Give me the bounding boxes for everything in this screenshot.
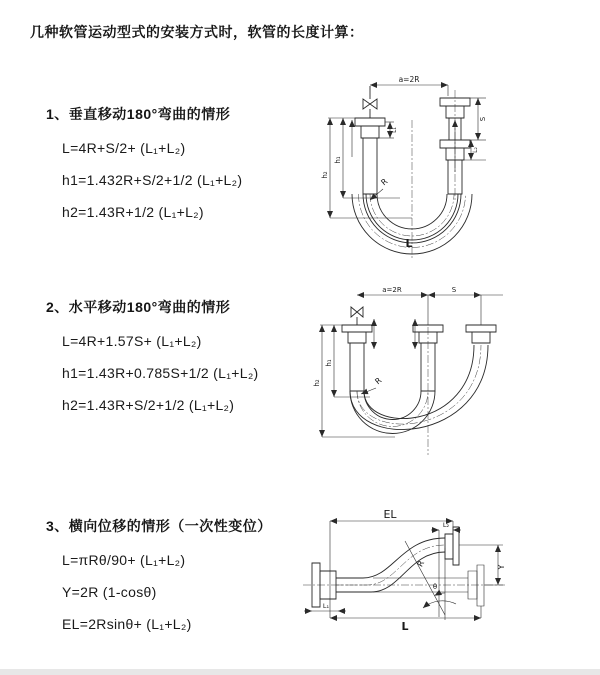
formula-h1: h1=1.432R+S/2+1/2 (L₁+L₂) (62, 172, 243, 188)
section-lateral-displacement (46, 516, 272, 648)
page-title: 几种软管运动型式的安装方式时，软管的长度计算： (30, 24, 364, 40)
upper-flange (445, 527, 459, 565)
dim-label-h1: h₁ (325, 359, 333, 367)
dim-label-r: R (379, 176, 390, 188)
braided-hose-left (363, 138, 377, 194)
dim-label-l1: L₁ (322, 602, 330, 610)
dim-label-l2: L₂ (442, 521, 450, 529)
dim-label-h2: h₂ (313, 379, 321, 387)
hose-s-curve (336, 538, 445, 592)
diagram-horizontal-180-bend (300, 283, 600, 463)
dimension-l2 (431, 521, 461, 617)
formula-y: Y=2R (1-cosθ) (62, 584, 157, 600)
dimension-s (470, 98, 487, 140)
dimension-l1 (379, 122, 398, 138)
dim-label-s: S (451, 286, 457, 294)
dimension-l2 (464, 140, 486, 160)
dimension-s (428, 286, 503, 325)
dim-label-s: S (479, 116, 487, 122)
dimension-a-2r (357, 286, 428, 295)
section-3-heading: 3、横向位移的情形（一次性变位） (46, 518, 272, 534)
formula-h2: h2=1.43R+S/2+1/2 (L₁+L₂) (62, 397, 235, 413)
formula-el: EL=2Rsinθ+ (L₁+L₂) (62, 616, 192, 632)
dim-label-y: Y (497, 564, 506, 570)
dimension-h1 (328, 118, 400, 198)
dim-label-a2r: a=2R (382, 286, 402, 294)
formula-h2: h2=1.43R+1/2 (L₁+L₂) (62, 204, 204, 220)
section-1-heading: 1、垂直移动180°弯曲的情形 (46, 106, 231, 122)
formula-length: L=πRθ/90+ (L₁+L₂) (62, 552, 186, 568)
radius-construction (405, 541, 456, 620)
left-flange (355, 118, 385, 138)
scan-edge-artifact (0, 669, 600, 675)
diagram-vertical-180-bend (300, 72, 600, 267)
dim-label-h2: h₂ (321, 171, 329, 179)
dim-label-length: L (405, 237, 413, 250)
dim-label-r: R (415, 559, 427, 569)
valve-icon (351, 307, 363, 325)
hose-u-bend (350, 345, 488, 434)
dim-label-theta: θ (432, 583, 438, 591)
dim-label-el: EL (383, 508, 397, 521)
dim-label-l2: L₂ (472, 147, 479, 153)
formula-length: L=4R+S/2+ (L₁+L₂) (62, 140, 186, 156)
diagram-lateral-displacement (295, 505, 600, 660)
ghost-pipe (373, 565, 484, 606)
dim-label-length: L (401, 620, 409, 633)
radius-leader (370, 177, 390, 200)
dim-label-r: R (373, 375, 384, 387)
dimension-h1 (320, 325, 370, 397)
section-2-heading: 2、水平移动180°弯曲的情形 (46, 299, 231, 315)
dim-label-h1: h₁ (334, 156, 342, 164)
dimension-length (330, 606, 481, 633)
formula-h1: h1=1.43R+0.785S+1/2 (L₁+L₂) (62, 365, 259, 381)
right-flange (466, 325, 496, 343)
section-horizontal-movement (46, 297, 259, 429)
section-vertical-movement (46, 104, 242, 236)
dimension-a-2r (370, 75, 448, 96)
formula-length: L=4R+1.57S+ (L₁+L₂) (62, 333, 202, 349)
dimension-el (330, 508, 453, 618)
valve-icon (363, 86, 377, 118)
dim-label-l1: L₁ (391, 127, 398, 133)
dimension-l1 (304, 602, 346, 611)
braided-hose-left (350, 343, 364, 391)
dim-label-a2r: a=2R (398, 75, 420, 84)
dimension-h2 (313, 325, 395, 437)
left-flange (342, 325, 372, 343)
